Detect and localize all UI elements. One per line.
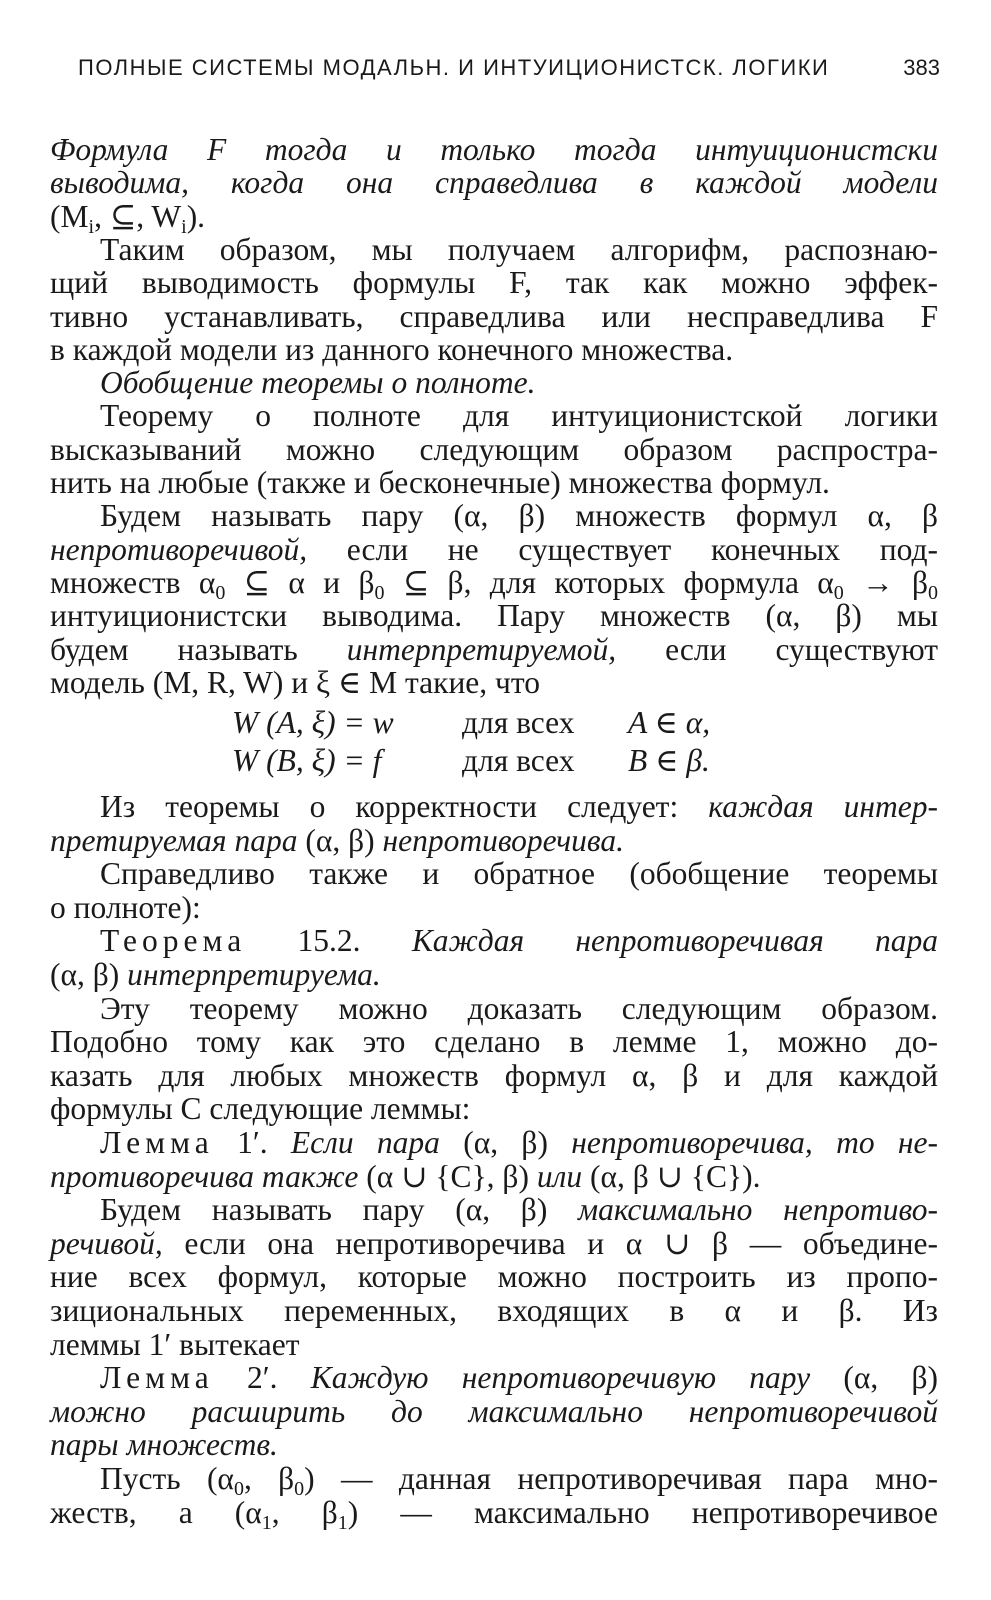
text-line [50, 1260, 938, 1294]
formula-line-2 [232, 744, 381, 778]
italic-run: речивой, [50, 1225, 163, 1261]
text-line [50, 1160, 760, 1194]
italic-run: непротиворечива, то не- [571, 1125, 939, 1160]
text-run: Таким образом, мы получаем алгорифм, распознаю- [100, 231, 938, 267]
text-line [100, 399, 938, 433]
page-number: 383 [903, 55, 940, 80]
text-run: , β [271, 1494, 338, 1530]
formula-rhs-2: B ∈ β. [628, 743, 710, 778]
text-line [50, 266, 938, 300]
text-run: (α, β) [439, 1125, 572, 1160]
text-run: казать для любых множеств формул α, β и для каждой [50, 1057, 938, 1093]
text-line [100, 1361, 938, 1395]
text-line [100, 1461, 938, 1500]
italic-run: Каждую непротиворечивую пару [310, 1360, 811, 1396]
italic-run: максимально непротиво- [578, 1192, 938, 1228]
text-line [50, 166, 938, 200]
formula-line-1 [232, 706, 394, 740]
text-line [100, 366, 536, 400]
subscript: 0 [294, 1478, 305, 1500]
text-run: Будем называть пару (α, β) множеств формул α, β [100, 498, 938, 534]
text-run: Теорему о полноте для интуиционистской логики [100, 398, 938, 434]
formula-lhs: W (B, ξ) = f [232, 743, 382, 778]
subscript: i [181, 215, 187, 238]
text-run: (α, β) [810, 1360, 938, 1396]
text-line [50, 891, 201, 925]
text-line [100, 857, 938, 891]
subscript: i [88, 215, 95, 238]
text-line [100, 992, 938, 1026]
text-run: нить на любые (также и бесконечные) множества формул. [50, 465, 830, 500]
text-run: Эту теорему можно доказать следующим образом. [100, 990, 938, 1026]
italic-run: интерпретируема. [127, 957, 381, 992]
italic-run: претируемая пара [50, 822, 298, 858]
text-run: Пусть (α [100, 1461, 234, 1496]
text-line [50, 333, 733, 367]
text-run: формулы C следующие леммы: [50, 1091, 471, 1127]
text-run: 15.2. [246, 923, 412, 959]
text-run: модель (M, R, W) и ξ ∈ M такие, что [50, 664, 540, 700]
subscript: 0 [374, 581, 385, 604]
text-run: → β [843, 564, 928, 600]
italic-run: каждая интер- [708, 789, 938, 824]
text-line [50, 564, 938, 604]
text-line [100, 233, 938, 267]
italic-run: пары множеств. [50, 1427, 278, 1463]
text-line [100, 1193, 938, 1227]
spaced-run: Лемма [100, 1360, 214, 1396]
subscript: 1 [261, 1511, 272, 1534]
spaced-run: Лемма [100, 1125, 214, 1160]
text-line [50, 958, 381, 992]
text-line [50, 1092, 470, 1126]
italic-run: противоречива также [50, 1158, 359, 1194]
text-run: множеств α [50, 564, 216, 600]
text-run: 2′. [213, 1360, 311, 1396]
text-line [100, 790, 938, 824]
text-line [50, 133, 938, 167]
subscript: 0 [215, 581, 226, 604]
text-run: ) — максимально непротиворечивое [347, 1494, 939, 1530]
text-line [50, 1025, 938, 1059]
text-run: щий выводимость формулы F, так как можно эффек- [50, 265, 938, 301]
text-line [100, 1126, 938, 1160]
text-line [50, 466, 830, 500]
text-run: если существуют [616, 631, 938, 667]
text-run: (α, β ∪ {C}). [582, 1158, 761, 1194]
text-line [100, 499, 938, 533]
text-line [50, 1328, 299, 1362]
italic-run: Каждая непротиворечивая пара [411, 923, 939, 959]
italic-run: непротиворечива. [382, 822, 625, 858]
italic-run: Обобщение теоремы о полноте. [100, 365, 536, 401]
text-line [50, 1494, 939, 1534]
text-line [50, 1059, 938, 1093]
subscript: 1 [337, 1511, 348, 1534]
text-line [50, 633, 938, 667]
text-line [50, 824, 624, 858]
text-line [50, 533, 938, 567]
text-line [50, 198, 206, 238]
running-header [78, 55, 940, 81]
subscript: 0 [928, 581, 938, 604]
text-run: Из теоремы о корректности следует: [100, 789, 709, 824]
spaced-run: Теорема [100, 923, 247, 959]
text-run: 1′. [213, 1125, 291, 1160]
text-run: (α, β) [50, 957, 128, 992]
text-run: ) — данная непротиворечивая пара мно- [304, 1461, 938, 1496]
text-line [100, 924, 938, 958]
text-line [50, 1395, 938, 1429]
text-run: (α, β) [297, 822, 383, 858]
text-run: Будем называть пару (α, β) [100, 1192, 579, 1228]
text-line [50, 1294, 938, 1328]
text-run: , β [243, 1461, 295, 1496]
text-run: леммы 1′ вытекает [50, 1326, 300, 1362]
italic-run: Формула F тогда и только тогда интуиционистски [50, 132, 938, 167]
formula-lhs: W (A, ξ) = w [232, 705, 394, 740]
text-line [50, 599, 938, 633]
text-run: будем называть [50, 631, 347, 667]
text-run: Подобно тому как это сделано в лемме 1, можно до- [50, 1024, 938, 1060]
text-run: о полноте): [50, 889, 201, 925]
text-run: жеств, а (α [50, 1494, 262, 1530]
text-line [50, 1227, 938, 1261]
text-line [50, 666, 540, 700]
italic-run: непротиворечивой, [50, 531, 308, 567]
text-run: высказываний можно следующим образом распростра- [50, 431, 938, 467]
text-run: ние всех формул, которые можно построить из пропо- [50, 1259, 938, 1295]
text-run: зициональных переменных, входящих в α и β. Из [50, 1293, 938, 1328]
text-run: , ⊆, W [94, 198, 182, 234]
text-run: ⊆ α и β [225, 564, 375, 600]
text-run: ⊆ β, для которых формула α [384, 564, 834, 600]
text-run: (M [50, 198, 89, 234]
text-line [50, 433, 938, 467]
text-run: интуиционистски выводима. Пару множеств (α, β) мы [50, 598, 938, 634]
formula-mid-1: для всех [462, 705, 575, 740]
subscript: 0 [833, 581, 844, 604]
text-run: в каждой модели из данного конечного множества. [50, 331, 734, 367]
text-run: если не существует конечных под- [307, 531, 938, 567]
subscript: 0 [233, 1478, 244, 1500]
formula-mid-2: для всех [462, 743, 575, 778]
italic-run: выводима, когда она справедлива в каждой модели [50, 165, 938, 201]
text-run: ). [186, 198, 206, 234]
italic-run: Если пара [290, 1125, 440, 1160]
text-run: тивно устанавливать, справедлива или несправедлива F [50, 298, 938, 334]
text-line [50, 1428, 278, 1462]
text-line [50, 300, 938, 334]
italic-run: или [536, 1158, 583, 1194]
italic-run: можно расширить до максимально непротиворечивой [50, 1393, 938, 1429]
text-run: (α ∪ {C}, β) [358, 1158, 537, 1194]
italic-run: интерпретируемой, [346, 631, 617, 667]
formula-rhs-1: A ∈ α, [628, 705, 711, 740]
text-run: Справедливо также и обратное (обобщение теоремы [100, 856, 938, 892]
text-run: если она непротиворечива и α ∪ β — объедине- [162, 1225, 938, 1261]
running-header-title: ПОЛНЫЕ СИСТЕМЫ МОДАЛЬН. И ИНТУИЦИОНИСТСК. ЛОГИКИ [78, 55, 830, 80]
